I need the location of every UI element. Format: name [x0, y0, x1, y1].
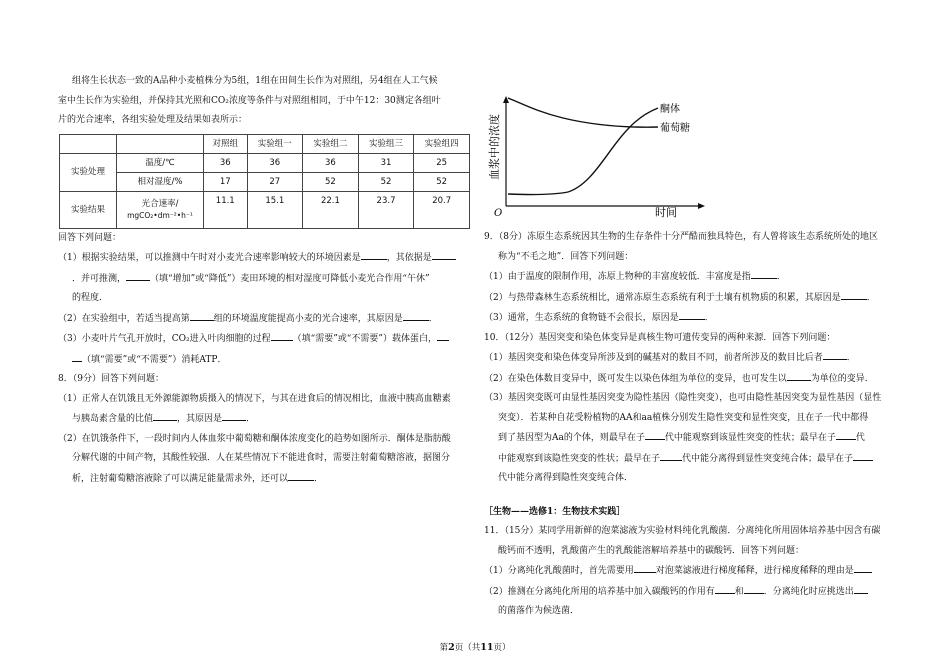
- answer-blank: [854, 561, 872, 573]
- page-number: 2: [448, 642, 455, 653]
- table-cell: 23.7: [358, 191, 414, 228]
- x-axis-label: 时间: [655, 206, 677, 219]
- question-line: [58, 269, 478, 290]
- table-cell: 36: [247, 153, 303, 172]
- q9-text: （1）由于温度的限制作用，冻原上物种的丰富度较低．丰富度是指: [484, 272, 751, 282]
- answer-blank: [190, 309, 214, 321]
- table-cell: 22.1: [303, 191, 359, 228]
- answer-blank: [744, 582, 764, 594]
- question-line: （1）由于温度的限制作用，冻原上物种的丰富度较低．丰富度是指 ．: [484, 267, 898, 288]
- intro-line: 组将生长状态一致的A品种小麦植株分为5组，1组在田间生长作为对照组，另4组在人工气候: [72, 76, 438, 86]
- row-label-unit: mgCO₂•dm⁻²•h⁻¹: [127, 210, 193, 220]
- answer-blank: [432, 248, 456, 260]
- question-line: [58, 248, 478, 269]
- table-row: [60, 153, 470, 172]
- q8-text: 与胰岛素含量的比值: [72, 414, 154, 424]
- y-axis-arrow: [503, 96, 509, 103]
- group-label: 实验处理: [60, 153, 117, 191]
- glucose-label: 葡萄糖: [660, 123, 690, 134]
- question-line: 析，注射葡萄糖溶液除了可以满足能量需求外，还可以 ．: [58, 469, 478, 490]
- footer-text: 第: [439, 643, 449, 653]
- experiment-table: [59, 134, 470, 229]
- question-line: 突变）．若某种自花受粉植物的AA和aa植株分别发生隐性突变和显性突变，且在子一代中都得: [498, 412, 869, 423]
- q8-text: ，其原因是: [177, 414, 223, 424]
- table-header: 实验组四: [414, 134, 470, 153]
- table-cell: 36: [204, 153, 248, 172]
- origin-label: O: [494, 208, 503, 219]
- question-line: [484, 428, 898, 449]
- q3-text: （填“需要”或“不需要”）载体蛋白，: [292, 334, 438, 344]
- question-line: [58, 350, 478, 371]
- q2-text: 组的环境温度能提高小麦的光合速率，其原因是: [213, 313, 403, 324]
- q10-text: 代中能观察到该显性突变的性状；最早在子: [664, 433, 836, 443]
- q10-text: 为单位的变异．: [810, 373, 874, 384]
- question-title: 10．（12分）基因突变和染色体变异是真核生物可遗传变异的两种来源．回答下列问题：: [484, 332, 836, 343]
- q9-text: （2）与热带森林生态系统相比，通常冻原生态系统有利于土壤有机物质的积累，其原因是: [484, 292, 841, 303]
- answer-blank: [72, 350, 82, 362]
- answer-blank: [437, 329, 449, 341]
- question-line: 代中能分离得到隐性突变纯合体．: [498, 473, 634, 483]
- question-line: （2）在实验组中，若适当提高第 组的环境温度能提高小麦的光合速率，其原因是 ．: [58, 309, 478, 330]
- table-row: [60, 172, 470, 191]
- q1-text: ．并可推测，: [72, 273, 127, 284]
- question-line: 与胰岛素含量的比值 ，其原因是 ．: [58, 409, 478, 430]
- q1-text: （填“增加”或“降低”）麦田环境的相对湿度可降低小麦光合作用“午休”: [150, 273, 430, 284]
- table-cell: 31: [358, 153, 414, 172]
- intro-line: 室中生长作为实验组，并保持其光照和CO₂浓度等条件与对照组相同，于中午12：30测定各组叶: [58, 95, 441, 106]
- answer-blank: [126, 269, 150, 281]
- y-axis-label: 血浆中的浓度: [488, 114, 501, 180]
- table-cell: 36: [303, 153, 359, 172]
- q11-text: ．分离纯化时应挑选出: [763, 586, 854, 597]
- answer-blank: [288, 469, 314, 481]
- q10-text: 到了基因型为Aa的个体，则最早在子: [498, 433, 645, 443]
- table-header-row: [60, 134, 470, 153]
- concentration-graph: [488, 94, 708, 224]
- q10-text: 中能观察到该隐性突变的性状；最早在子: [498, 453, 661, 464]
- question-line: （2）与热带森林生态系统相比，通常冻原生态系统有利于土壤有机物质的积累，其原因是 ．: [484, 288, 898, 309]
- answer-blank: [787, 369, 811, 381]
- question-line: 称为“不毛之地”．回答下列问题：: [498, 251, 634, 262]
- table-cell: 25: [414, 153, 470, 172]
- q11-text: （2）推测在分离纯化所用的培养基中加入碳酸钙的作用有: [484, 586, 715, 597]
- question-line: [484, 449, 898, 470]
- answer-blank: [715, 582, 735, 594]
- question-line: 的程度．: [72, 293, 109, 303]
- q10-text: 代中能分离得到显性突变纯合体；最早在子: [682, 453, 854, 464]
- q1-text: （1）根据实验结果，可以推测中午时对小麦光合速率影响较大的环境因素是: [58, 253, 361, 263]
- answer-blank: [751, 267, 777, 279]
- q2-text: （2）在实验组中，若适当提高第: [58, 313, 190, 324]
- answer-blank: [854, 582, 868, 594]
- q10-text: （1）基因突变和染色体变异所涉及到的碱基对的数目不同，前者所涉及的数目比后者: [484, 353, 823, 363]
- question-line: （3）基因突变既可由显性基因突变为隐性基因（隐性突变），也可由隐性基因突变为显性基因（显性: [484, 393, 882, 403]
- question-title: 8．（9分）回答下列问题：: [58, 374, 164, 384]
- group-label: 实验结果: [60, 191, 117, 228]
- table-header: 实验组三: [358, 134, 414, 153]
- glucose-curve: [508, 98, 658, 127]
- q8-text: 析，注射葡萄糖溶液除了可以满足能量需求外，还可以: [72, 473, 289, 484]
- table-cell: 27: [247, 172, 303, 191]
- answer-blank: [823, 348, 847, 360]
- answer-blank: [222, 409, 246, 421]
- table-header: 实验组二: [303, 134, 359, 153]
- q11-text: 对泡菜滤液进行梯度稀释，进行梯度稀释的理由是: [655, 566, 854, 576]
- table-cell: 52: [414, 172, 470, 191]
- answer-blank: [271, 329, 293, 341]
- question-title: 11．（15分）某同学用新鲜的泡菜滤液为实验材料纯化乳酸菌．分离纯化所用固体培养基中因含有碳: [484, 526, 881, 536]
- answer-blank: [634, 561, 656, 573]
- q3-text: （填“需要”或“不需要”）消耗ATP．: [82, 354, 227, 365]
- question-line: [484, 561, 898, 582]
- answer-blank: [660, 449, 682, 461]
- table-cell: 17: [204, 172, 248, 191]
- row-label: [117, 191, 204, 228]
- answer-blank: [153, 409, 177, 421]
- q9-text: （3）通常，生态系统的食物链不会很长，原因是: [484, 313, 679, 323]
- answer-blank: [645, 428, 665, 440]
- q10-text: 代: [855, 433, 865, 443]
- answer-blank: [841, 288, 867, 300]
- table-cell: 20.7: [414, 191, 470, 228]
- ketone-curve: [508, 108, 658, 195]
- table-cell: 15.1: [247, 191, 303, 228]
- page-footer: [0, 641, 950, 653]
- q11-text: （1）分离纯化乳酸菌时，首先需要用: [484, 566, 634, 576]
- question-line: [484, 369, 898, 390]
- footer-text: 页（共: [454, 643, 481, 653]
- answer-blank: [836, 428, 856, 440]
- question-intro: 回答下列问题：: [58, 232, 122, 243]
- question-line: （3）通常，生态系统的食物链不会很长，原因是 ．: [484, 308, 898, 329]
- question-line: （2）在饥饿条件下，一段时间内人体血浆中葡萄糖和酮体浓度变化的趋势如图所示．酮体是脂肪酸: [58, 433, 451, 444]
- ketone-label: 酮体: [660, 104, 680, 115]
- row-label-line: 光合速率/: [141, 198, 179, 209]
- q3-text: （3）小麦叶片气孔开放时，CO₂进入叶肉细胞的过程: [58, 334, 271, 344]
- row-label: 相对湿度/%: [117, 172, 204, 191]
- answer-blank: [361, 248, 387, 260]
- intro-line: 片的光合速率，各组实验处理及结果如表所示：: [58, 115, 248, 125]
- table-header: 对照组: [204, 134, 248, 153]
- answer-blank: [679, 308, 705, 320]
- question-line: 的菌落作为候选菌．: [498, 606, 580, 616]
- question-line: [58, 329, 478, 350]
- table-cell: 11.1: [204, 191, 248, 228]
- table-header: 实验组一: [247, 134, 303, 153]
- question-line: （1）正常人在饥饿且无外源能源物质摄入的情况下，与其在进食后的情况相比，血液中胰高血糖素: [58, 393, 451, 404]
- question-line: 酸钙而不透明，乳酸菌产生的乳酸能溶解培养基中的碳酸钙．回答下列问题：: [498, 545, 805, 556]
- q11-text: 和: [734, 586, 744, 597]
- question-line: 分解代谢的中间产物，其酸性较强．人在某些情况下不能进食时，需要注射葡萄糖溶液，据图分: [72, 453, 451, 463]
- right-column: [484, 228, 898, 622]
- x-axis-arrow: [698, 203, 705, 209]
- question-title: 9．（8分）冻原生态系统因其生物的生存条件十分严酷而独具特色，有人曾将该生态系统所处的地区: [484, 232, 878, 242]
- question-line: [484, 582, 898, 603]
- q10-text: （2）在染色体数目变异中，既可发生以染色体组为单位的变异，也可发生以: [484, 373, 787, 384]
- q1-text: ，其依据是: [386, 253, 432, 263]
- left-column: [58, 72, 478, 489]
- table-cell: 52: [358, 172, 414, 191]
- table-row: [60, 191, 470, 228]
- row-label: 温度/℃: [117, 153, 204, 172]
- section-heading: ［生物——选修1：生物技术实践］: [484, 506, 626, 517]
- question-line: （1）基因突变和染色体变异所涉及到的碱基对的数目不同，前者所涉及的数目比后者 ．: [484, 348, 898, 369]
- page-total: 11: [480, 642, 494, 653]
- answer-blank: [403, 309, 429, 321]
- footer-text: 页）: [493, 643, 511, 653]
- answer-blank: [853, 449, 873, 461]
- table-cell: 52: [303, 172, 359, 191]
